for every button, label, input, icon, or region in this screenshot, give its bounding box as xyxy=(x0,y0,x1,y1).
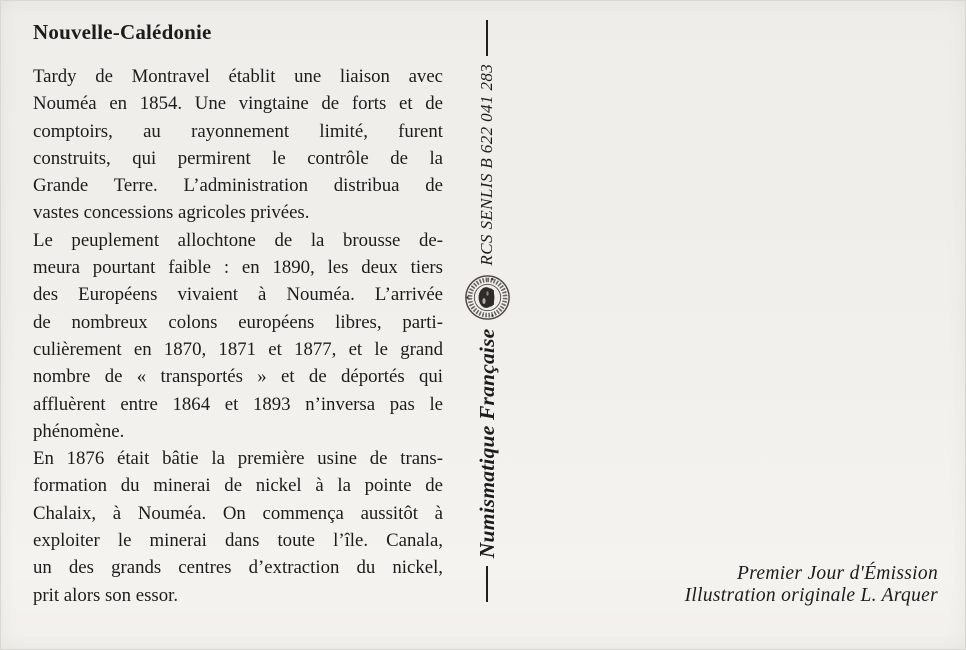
body-text-line: culièrement en 1870, 1871 et 1877, et le grand xyxy=(33,338,443,360)
first-day-issue-note xyxy=(685,563,938,606)
body-text-line: exploiter le minerai dans toute l’île. Canala, xyxy=(33,530,443,552)
body-text-line: phénomène. xyxy=(33,420,125,442)
body-text-line: affluèrent entre 1864 et 1893 n’inversa pas le xyxy=(33,393,443,415)
body-text-line: meura pourtant faible : en 1890, les deux tiers xyxy=(33,257,443,279)
body-text-line: de nombreux colons européens libres, parti- xyxy=(33,311,443,333)
body-text-line: Grande Terre. L’administration distribua de xyxy=(33,175,443,197)
spine-divider-dash xyxy=(486,566,488,602)
card-title: Nouvelle-Calédonie xyxy=(33,20,212,44)
body-text-line: vastes concessions agricoles privées. xyxy=(33,202,310,224)
body-text-line: un des grands centres d’extraction du nickel, xyxy=(33,557,443,579)
body-text-line: des Européens vivaient à Nouméa. L’arrivée xyxy=(33,284,443,306)
body-text-line: Nouméa en 1854. Une vingtaine de forts et de xyxy=(33,93,443,115)
body-text-line: Le peuplement allochtone de la brousse de- xyxy=(33,229,443,251)
body-text-line: construits, qui permirent le contrôle de la xyxy=(33,147,443,169)
body-text-line: Chalaix, à Nouméa. On commença aussitôt à xyxy=(33,502,443,524)
body-text-line: comptoirs, au rayonnement limité, furent xyxy=(33,120,443,142)
spine-divider-dash xyxy=(486,20,488,56)
body-text-line: nombre de « transportés » et de déportés qui xyxy=(33,366,443,388)
footer-line-2: Illustration originale L. Arquer xyxy=(684,584,938,606)
body-text-line: prit alors son essor. xyxy=(33,584,179,606)
numismatique-seal-icon xyxy=(464,274,511,321)
body-text xyxy=(33,63,443,609)
footer-line-1: Premier Jour d'Émission xyxy=(737,563,938,584)
body-text-line: Tardy de Montravel établit une liaison avec xyxy=(33,66,443,87)
body-text-line: En 1876 était bâtie la première usine de trans- xyxy=(33,448,443,470)
body-text-line: formation du minerai de nickel à la pointe de xyxy=(33,475,443,497)
publisher-name: Numismatique Française xyxy=(474,328,499,559)
printer-spine xyxy=(462,21,512,601)
company-registration: RCS SENLIS B 622 041 283 xyxy=(477,63,496,266)
